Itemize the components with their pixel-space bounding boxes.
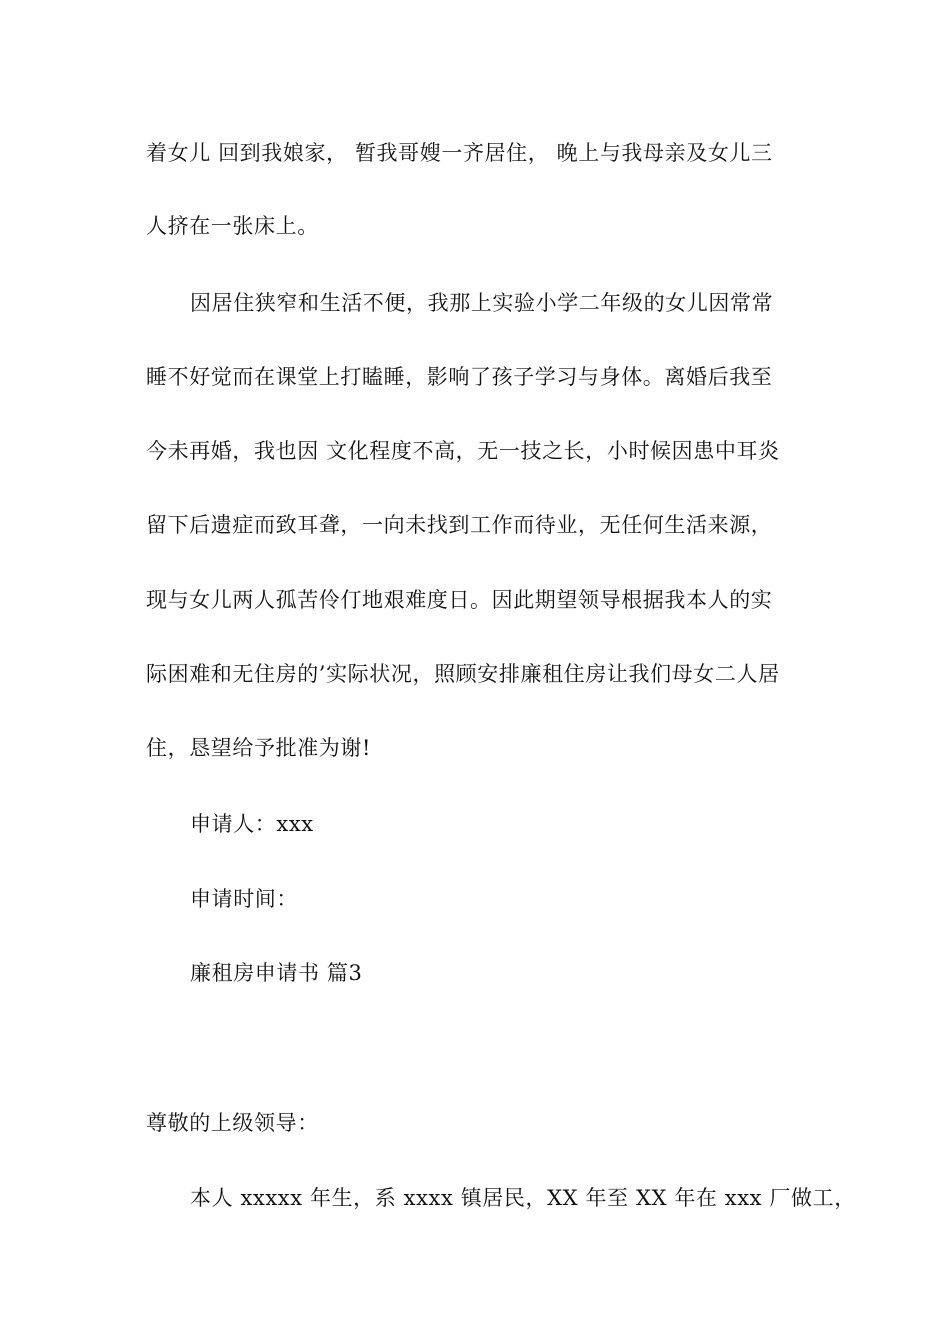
paragraph-line: 现与女儿两人孤苦伶仃地艰难度日。因此期望领导根据我本人的实 [146,588,773,612]
section-title: 廉租房申请书 篇3 [190,961,363,985]
paragraph-line: 际困难和无住房的’实际状况，照顾安排廉租住房让我们母女二人居 [146,662,780,686]
paragraph-line: 人挤在一张床上。 [146,214,319,238]
paragraph-line: 因居住狭窄和生活不便，我那上实验小学二年级的女儿因常常 [190,291,774,315]
paragraph-line: 睡不好觉而在课堂上打瞌睡，影响了孩子学习与身体。离婚后我至 [146,365,773,389]
paragraph-line: 本人 xxxxx 年生，系 xxxx 镇居民，XX 年至 XX 年在 xxx 厂做工， [190,1186,856,1210]
application-date-line: 申请时间： [190,887,298,911]
paragraph-line: 着女儿 回到我娘家， 暂我哥嫂一齐居住， 晚上与我母亲及女儿三 [146,141,773,165]
paragraph-line: 今未再婚，我也因 文化程度不高，无一技之长，小时候因患中耳炎 [146,439,780,463]
applicant-line: 申请人：xxx [190,812,314,836]
paragraph-line: 留下后遗症而致耳聋，一向未找到工作而待业，无任何生活来源， [146,513,773,537]
salutation: 尊敬的上级领导： [146,1111,319,1135]
paragraph-line: 住，恳望给予批准为谢! [146,736,372,760]
